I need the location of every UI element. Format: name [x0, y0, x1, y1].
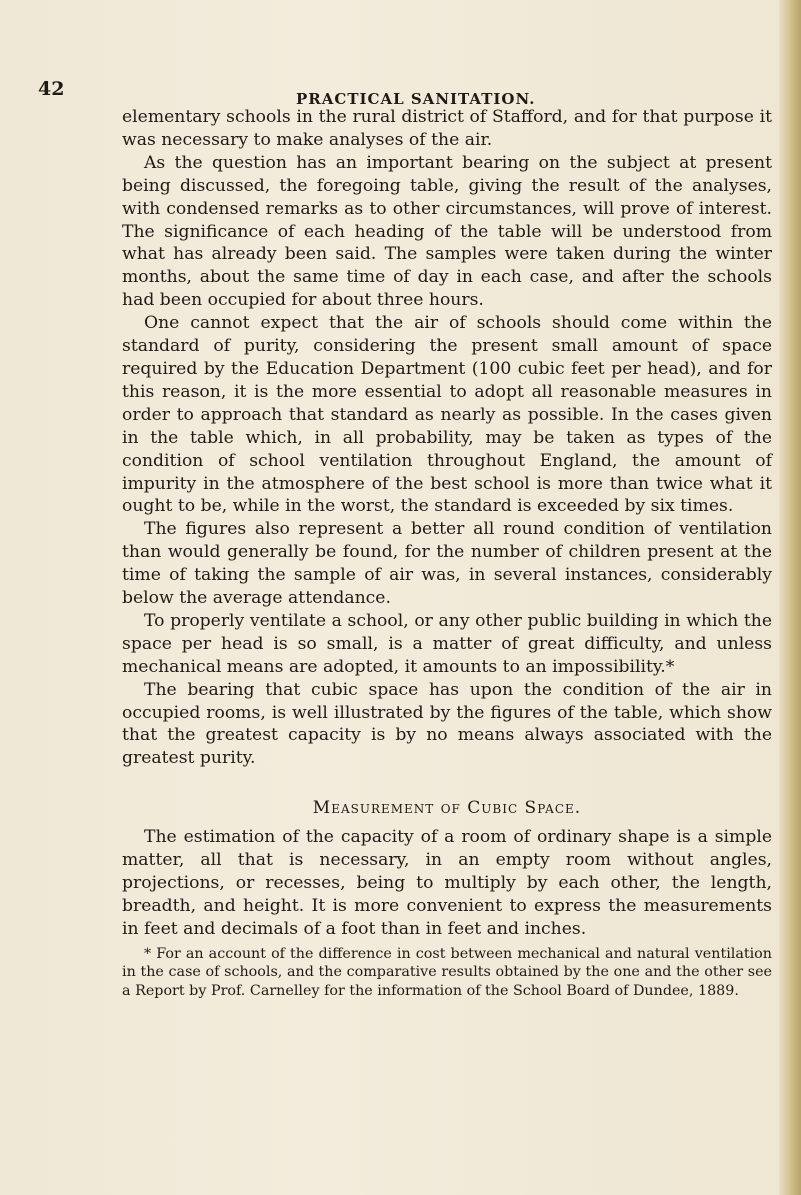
page-edge: [779, 0, 801, 1195]
paragraph: One cannot expect that the air of schools should come within the standard of purity, considering the present small amount of space required by the Education Department (100 cubic feet per head), and for this reason, it is the more essential to adopt all reasonable measures in order to approach that standard as nearly as possible. In the cases given in the table which, in all probability, may be taken as types of the condition of school ventilation throughout England, the amount of impurity in the atmosphere of the best school is more than twice what it ought to be, while in the worst, the standard is exceeded by six times.: [122, 313, 772, 517]
paragraph: The figures also represent a better all round condition of ventilation than would generally be found, for the number of children present at the time of taking the sample of air was, in several instances, considerably below the average attendance.: [122, 519, 772, 609]
section-heading: Measurement of Cubic Space.: [312, 798, 582, 819]
paragraph: As the question has an important bearing on the subject at present being discussed, the foregoing table, giving the result of the analyses, with condensed remarks as to other circumstances, will prove of interest. The significance of each heading of the table will be understood from what has already been said. The samples were taken during the winter months, about the same time of day in each case, and after the schools had been occupied for about three hours.: [122, 152, 772, 311]
paragraph: elementary schools in the rural district of Stafford, and for that purpose it was necessary to make analyses of the air.: [122, 107, 772, 150]
running-head: PRACTICAL SANITATION.: [296, 90, 536, 108]
paragraph: To properly ventilate a school, or any other public building in which the space per head is so small, is a matter of great difficulty, and unless mechanical means are adopted, it amounts to an impossibility.*: [122, 610, 772, 677]
paragraph: The bearing that cubic space has upon the condition of the air in occupied rooms, is well illustrated by the figures of the table, which show that the greatest capacity is by no means always associated with the greatest purity.: [122, 679, 772, 769]
page-number: 42: [38, 78, 65, 100]
footnote: * For an account of the difference in cost between mechanical and natural ventilation in the case of schools, and the comparative results obtained by the one and the other see a Report by Prof. Carnelley for the information of the School Board of Dundee, 1889.: [122, 945, 772, 999]
section-paragraph: The estimation of the capacity of a room of ordinary shape is a simple matter, all that is necessary, in an empty room without angles, projections, or recesses, being to multiply by each other, the length, breadth, and height. It is more convenient to express the measurements in feet and decimals of a foot than in feet and inches.: [122, 827, 772, 939]
body-text: [122, 106, 772, 1000]
